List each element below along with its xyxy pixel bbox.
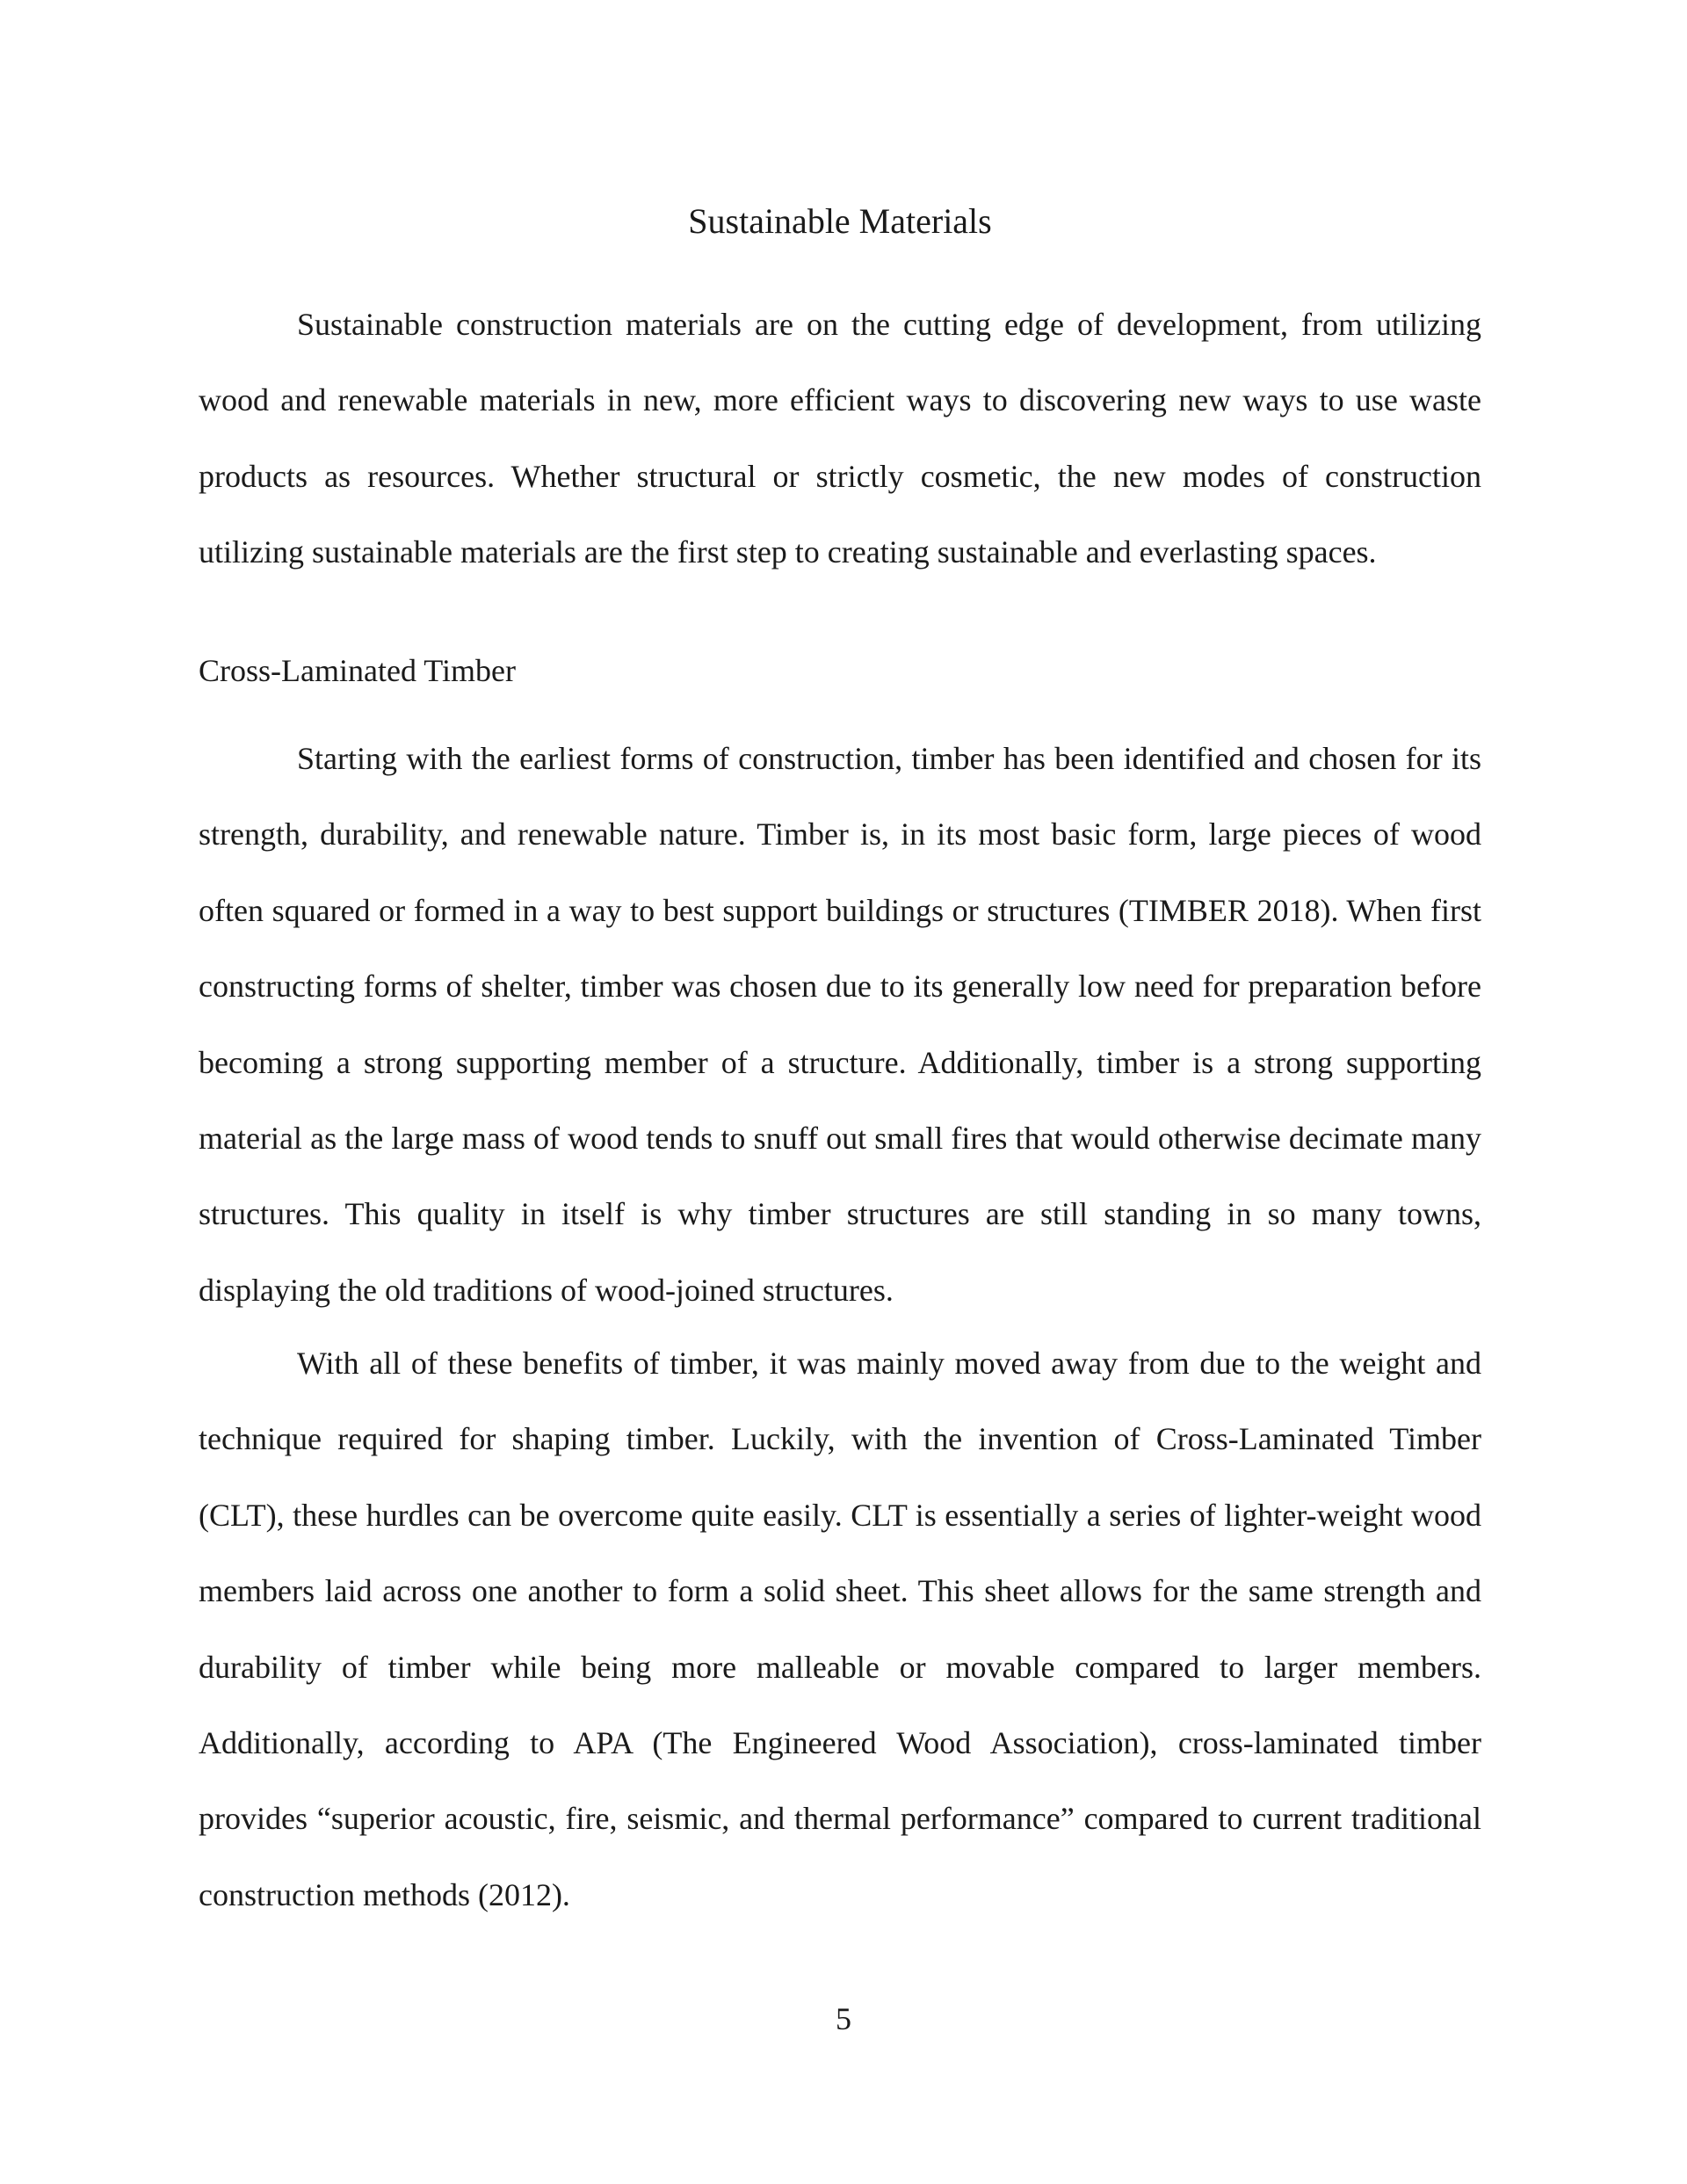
body-paragraph-2: With all of these benefits of timber, it was mainly moved away from due to the weight and technique required for shaping timber. Luckily, with the invention of Cross-Laminated Timber (CLT), these hurdles can be overcome quite easily. CLT is essentially a series of lighter-weight wood members laid across one another to form a solid sheet. This sheet allows for the same strength and durability of timber while being more malleable or movable compared to larger members. Additionally, according to APA (The Engineered Wood Association), cross-laminated timber provides “superior acoustic, fire, seismic, and thermal performance” compared to current traditional construction methods (2012).	[199, 1346, 1481, 1912]
page-number: 5	[836, 2001, 851, 2036]
page-title: Sustainable Materials	[688, 201, 992, 241]
section-heading: Cross-Laminated Timber	[199, 653, 516, 688]
body-paragraph-1: Starting with the earliest forms of construction, timber has been identified and chosen for its strength, durability, and renewable nature. Timber is, in its most basic form, large pieces of wood often squared or formed in a way to best support buildings or structures (TIMBER 2018). When first constructing forms of shelter, timber was chosen due to its generally low need for preparation before becoming a strong supporting member of a structure. Additionally, timber is a strong supporting material as the large mass of wood tends to snuff out small fires that would otherwise decimate many structures. This quality in itself is why timber structures are still standing in so many towns, displaying the old traditions of wood-joined structures.	[199, 741, 1481, 1308]
intro-paragraph: Sustainable construction materials are on the cutting edge of development, from utilizing wood and renewable materials in new, more efficient ways to discovering new ways to use waste products as resources. Whether structural or strictly cosmetic, the new modes of construction utilizing sustainable materials are the first step to creating sustainable and everlasting spaces.	[199, 307, 1481, 570]
